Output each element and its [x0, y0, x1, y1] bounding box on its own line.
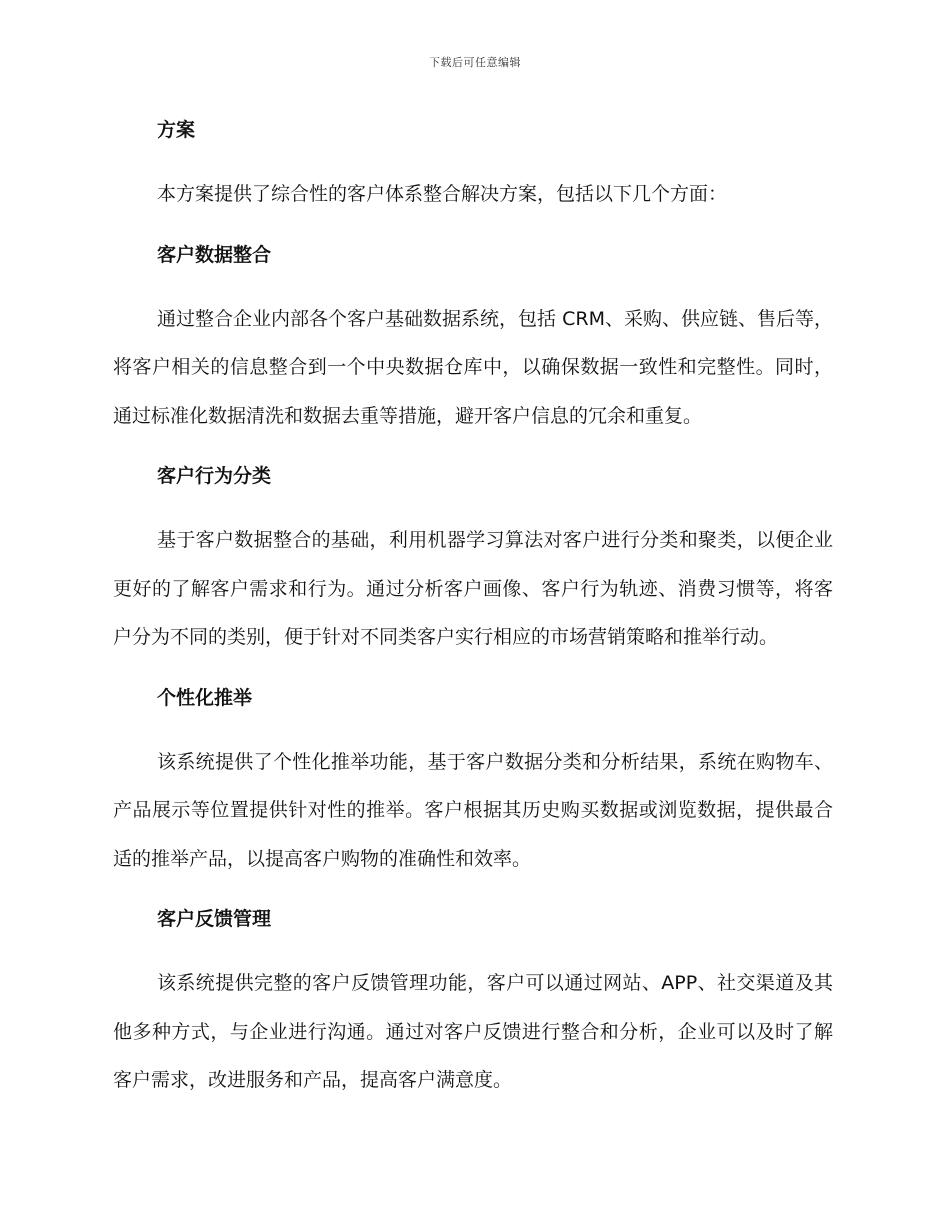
section-customer-behavior-classification: [113, 458, 833, 680]
section-paragraph: 通过整合企业内部各个客户基础数据系统，包括 CRM、采购、供应链、售后等，将客户相关的信息整合到一个中央数据仓库中，以确保数据一致性和完整性。同时，通过标准化数据清洗和数据去重等措施，避开客户信息的冗余和重复。: [113, 307, 833, 427]
section-heading: 个性化推举: [157, 686, 253, 709]
section-paragraph: 基于客户数据整合的基础，利用机器学习算法对客户进行分类和聚类，以便企业更好的了解客户需求和行为。通过分析客户画像、客户行为轨迹、消费习惯等，将客户分为不同的类别，便于针对不同类客户实行相应的市场营销策略和推举行动。: [113, 529, 833, 648]
section-personalized-recommendation: [113, 680, 833, 902]
section-paragraph: 本方案提供了综合性的客户体系整合解决方案，包括以下几个方面：: [157, 183, 728, 205]
document-body: [113, 112, 833, 1105]
header-note: 下载后可任意编辑: [429, 56, 521, 69]
section-heading: 客户行为分类: [157, 465, 272, 487]
section-customer-data-integration: [113, 237, 833, 459]
section-paragraph: 该系统提供了个性化推举功能，基于客户数据分类和分析结果，系统在购物车、产品展示等位置提供针对性的推举。客户根据其历史购买数据或浏览数据，提供最合适的推举产品，以提高客户购物的准确性和效率。: [113, 750, 833, 870]
section-customer-feedback-management: [113, 901, 833, 1105]
section-heading: 方案: [157, 119, 196, 141]
section-paragraph: 该系统提供完整的客户反馈管理功能，客户可以通过网站、APP、社交渠道及其他多种方式，与企业进行沟通。通过对客户反馈进行整合和分析，企业可以及时了解客户需求，改进服务和产品，提高客户满意度。: [113, 972, 833, 1091]
section-heading: 客户数据整合: [157, 243, 272, 266]
section-plan: [113, 112, 833, 237]
section-heading: 客户反馈管理: [157, 908, 272, 930]
